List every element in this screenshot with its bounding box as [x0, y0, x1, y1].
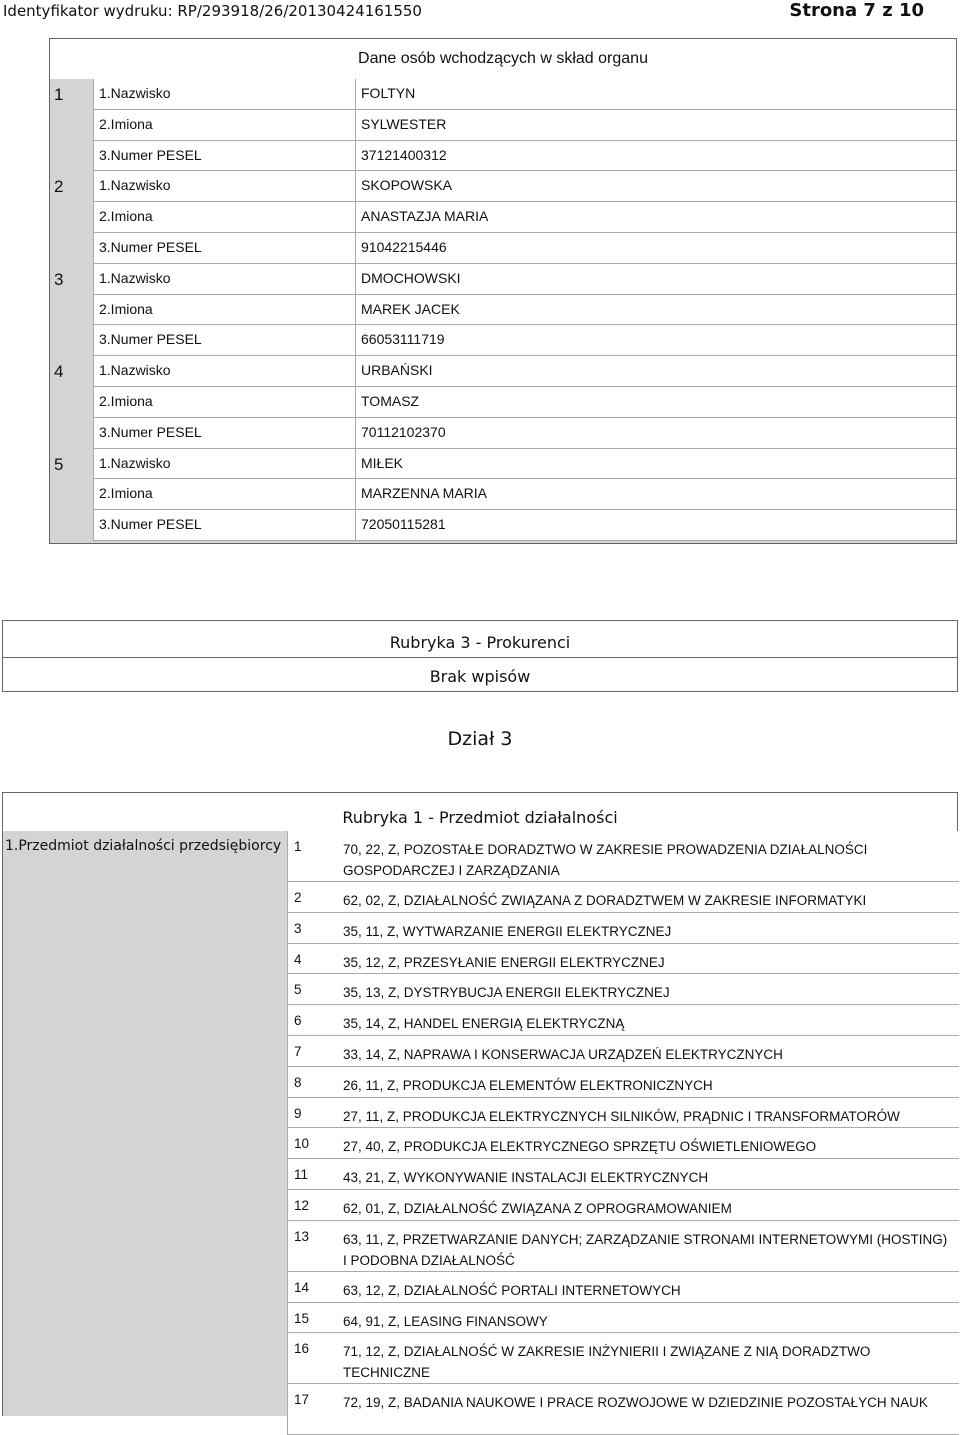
activity-text: 35, 14, Z, HANDEL ENERGIĄ ELEKTRYCZNĄ: [343, 1016, 625, 1032]
activity-text: 62, 02, Z, DZIAŁALNOŚĆ ZWIĄZANA Z DORADZTWEM W ZAKRESIE INFORMATYKI: [343, 893, 867, 908]
activity-number: 15: [294, 1310, 310, 1326]
activity-number: 3: [294, 920, 302, 936]
person-names-value: TOMASZ: [355, 387, 956, 418]
activity-text: 63, 11, Z, PRZETWARZANIE DANYCH; ZARZĄDZANIE STRONAMI INTERNETOWYMI (HOSTING) I PODOBNA DZIAŁALNOŚĆ: [343, 1231, 948, 1268]
persons-table-title: Dane osób wchodzących w skład organu: [50, 39, 956, 80]
persons-table: [49, 38, 957, 552]
person-number: 4: [54, 362, 64, 382]
activity-row: [287, 1190, 959, 1221]
person-field-label: 3.Numer PESEL: [93, 233, 355, 264]
rubryka-3-value: Brak wpisów: [429, 667, 531, 686]
activity-number: 1: [294, 839, 302, 854]
page-number: Strona 7 z 10: [789, 0, 924, 21]
person-field-label: 3.Numer PESEL: [93, 141, 355, 172]
activity-number: 17: [294, 1392, 310, 1408]
rubryka-1-title: Rubryka 1 - Przedmiot działalności: [3, 793, 957, 832]
activity-text: 33, 14, Z, NAPRAWA I KONSERWACJA URZĄDZEŃ ELEKTRYCZNYCH: [343, 1047, 783, 1062]
person-field-label: 3.Numer PESEL: [93, 510, 355, 541]
activity-text: 70, 22, Z, POZOSTAŁE DORADZTWO W ZAKRESIE PROWADZENIA DZIAŁALNOŚCI GOSPODARCZEJ I ZARZĄDZANIA: [343, 842, 868, 878]
person-field-label: 3.Numer PESEL: [93, 418, 355, 449]
activity-row: [287, 1333, 959, 1384]
person-surname-value: SKOPOWSKA: [355, 171, 956, 202]
activity-row: [287, 1272, 959, 1303]
activity-row: [287, 1036, 959, 1067]
activity-number: 2: [294, 890, 302, 905]
persons-table-footer: [49, 543, 957, 553]
person-field-label: 2.Imiona: [93, 387, 355, 418]
person-pesel-value: 72050115281: [355, 510, 956, 541]
person-number: 2: [54, 177, 64, 197]
person-names-value: MARZENNA MARIA: [355, 479, 956, 510]
activity-row: [287, 882, 959, 913]
activity-text: 26, 11, Z, PRODUKCJA ELEMENTÓW ELEKTRONICZNYCH: [343, 1077, 713, 1093]
person-surname-value: URBAŃSKI: [355, 356, 956, 387]
rubryka-3-title: Rubryka 3 - Prokurenci: [3, 621, 957, 658]
activity-row: [287, 913, 959, 944]
activity-label: 1.Przedmiot działalności przedsiębiorcy: [5, 838, 282, 854]
activity-text: 72, 19, Z, BADANIA NAUKOWE I PRACE ROZWOJOWE W DZIEDZINIE POZOSTAŁYCH NAUK: [343, 1395, 928, 1411]
section-title: Dział 3: [447, 728, 513, 750]
activity-row: [287, 1221, 959, 1272]
person-field-label: 2.Imiona: [93, 110, 355, 141]
person-surname-value: FOLTYN: [355, 79, 956, 110]
activity-text: 64, 91, Z, LEASING FINANSOWY: [343, 1313, 548, 1329]
activity-row: [287, 974, 959, 1005]
activity-row: [287, 1159, 959, 1190]
person-number: 1: [54, 85, 64, 104]
activity-text: 27, 11, Z, PRODUKCJA ELEKTRYCZNYCH SILNIKÓW, PRĄDNIC I TRANSFORMATORÓW: [343, 1108, 900, 1124]
activity-text: 63, 12, Z, DZIAŁALNOŚĆ PORTALI INTERNETOWYCH: [343, 1282, 681, 1298]
person-names-value: ANASTAZJA MARIA: [355, 202, 956, 233]
print-identifier: Identyfikator wydruku: RP/293918/26/20130424161550: [3, 2, 422, 20]
activity-number: 6: [294, 1013, 302, 1029]
person-names-value: MAREK JACEK: [355, 295, 956, 326]
person-pesel-value: 70112102370: [355, 418, 956, 449]
person-names-value: SYLWESTER: [355, 110, 956, 141]
activity-row: [287, 1067, 959, 1098]
activity-text: 35, 11, Z, WYTWARZANIE ENERGII ELEKTRYCZNEJ: [343, 923, 672, 939]
activity-number: 7: [294, 1044, 302, 1059]
rubryka-1-box: [2, 792, 958, 1416]
person-pesel-value: 37121400312: [355, 141, 956, 172]
activity-text: 62, 01, Z, DZIAŁALNOŚĆ ZWIĄZANA Z OPROGRAMOWANIEM: [343, 1201, 732, 1216]
activity-number: 12: [294, 1198, 310, 1213]
activity-text: 35, 13, Z, DYSTRYBUCJA ENERGII ELEKTRYCZNEJ: [343, 985, 670, 1001]
activity-row: [287, 1005, 959, 1036]
person-surname-value: MIŁEK: [355, 449, 956, 480]
person-field-label: 3.Numer PESEL: [93, 325, 355, 356]
activity-text: 71, 12, Z, DZIAŁALNOŚĆ W ZAKRESIE INŻYNIERII I ZWIĄZANE Z NIĄ DORADZTWO TECHNICZNE: [343, 1344, 871, 1381]
activity-row: [287, 1128, 959, 1159]
person-pesel-value: 91042215446: [355, 233, 956, 264]
activity-number: 8: [294, 1074, 302, 1090]
person-number: 3: [54, 269, 64, 289]
activity-row: [287, 1303, 959, 1334]
activity-number: 4: [294, 951, 302, 967]
person-surname-value: DMOCHOWSKI: [355, 264, 956, 295]
activity-number: 5: [294, 982, 302, 998]
activity-row: [287, 831, 959, 882]
person-field-label: 1.Nazwisko: [93, 79, 355, 110]
person-field-label: 1.Nazwisko: [93, 449, 355, 480]
activity-text: 27, 40, Z, PRODUKCJA ELEKTRYCZNEGO SPRZĘTU OŚWIETLENIOWEGO: [343, 1139, 817, 1155]
activity-number: 10: [294, 1136, 310, 1152]
activity-row: [287, 944, 959, 975]
person-field-label: 2.Imiona: [93, 479, 355, 510]
person-field-label: 1.Nazwisko: [93, 356, 355, 387]
activity-number: 14: [294, 1279, 310, 1295]
activity-row: [287, 1384, 959, 1435]
person-field-label: 2.Imiona: [93, 295, 355, 326]
person-pesel-value: 66053111719: [355, 325, 956, 356]
activity-number: 11: [294, 1167, 309, 1183]
rubryka-3-box: [2, 620, 958, 692]
person-field-label: 1.Nazwisko: [93, 171, 355, 202]
activity-row: [287, 1098, 959, 1129]
activity-label-column: [3, 831, 287, 1416]
activity-text: 43, 21, Z, WYKONYWANIE INSTALACJI ELEKTRYCZNYCH: [343, 1170, 709, 1186]
persons-table-body: [50, 79, 956, 551]
activity-number: 13: [294, 1228, 310, 1244]
person-field-label: 2.Imiona: [93, 202, 355, 233]
activity-number: 16: [294, 1341, 310, 1357]
person-number: 5: [54, 454, 64, 474]
activity-number: 9: [294, 1105, 302, 1121]
person-field-label: 1.Nazwisko: [93, 264, 355, 295]
activity-text: 35, 12, Z, PRZESYŁANIE ENERGII ELEKTRYCZNEJ: [343, 954, 665, 970]
